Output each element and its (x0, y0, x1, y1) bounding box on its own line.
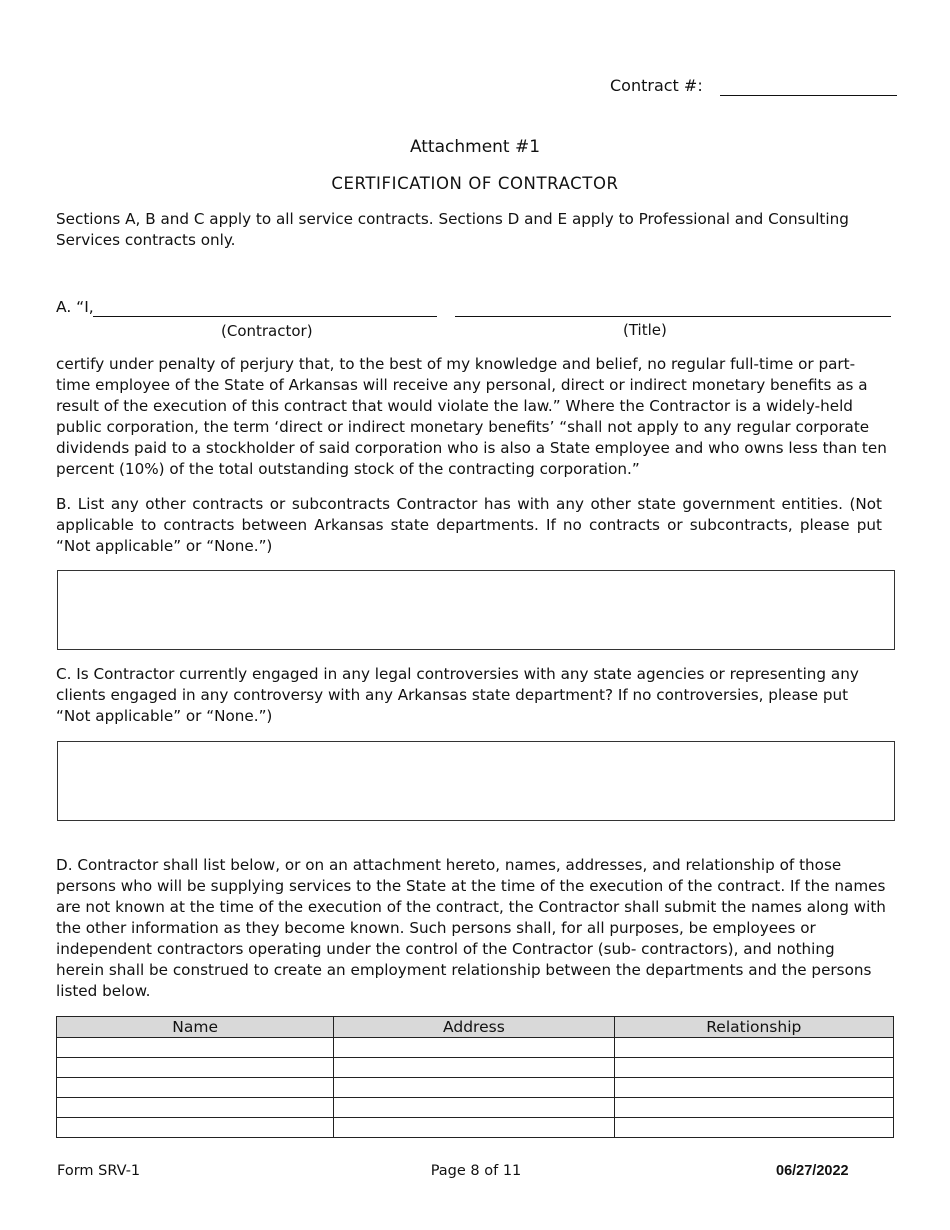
name-column-header: Name (57, 1017, 334, 1038)
section-b-text: B. List any other contracts or subcontracts Contractor has with any other state government entities. (Not applicable to contracts between Arkansas state departments. If no contracts or subcontracts, please put “Not applicable” or “None.”) (56, 495, 882, 555)
relationship-cell[interactable] (614, 1078, 893, 1098)
table-row (57, 1098, 894, 1118)
form-id: Form SRV-1 (57, 1163, 141, 1179)
address-cell[interactable] (334, 1038, 614, 1058)
relationship-cell[interactable] (614, 1118, 893, 1138)
relationship-cell[interactable] (614, 1038, 893, 1058)
form-date: 06/27/2022 (776, 1163, 849, 1179)
name-cell[interactable] (57, 1078, 334, 1098)
table-row (57, 1118, 894, 1138)
contract-number-label: Contract #: (610, 76, 703, 95)
title-caption: (Title) (623, 321, 667, 339)
name-cell[interactable] (57, 1058, 334, 1078)
section-c-text: C. Is Contractor currently engaged in any legal controversies with any state agencies or representing any clients engaged in any controversy with any Arkansas state department? If no controversies, please put “Not applicable” or “None.”) (56, 665, 859, 725)
contractor-name-field[interactable] (93, 316, 437, 317)
name-cell[interactable] (57, 1038, 334, 1058)
persons-table (56, 1016, 894, 1138)
name-cell[interactable] (57, 1098, 334, 1118)
address-column-header: Address (334, 1017, 614, 1038)
contract-number-field[interactable] (720, 95, 897, 96)
name-cell[interactable] (57, 1118, 334, 1138)
relationship-column-header: Relationship (614, 1017, 893, 1038)
table-row (57, 1058, 894, 1078)
address-cell[interactable] (334, 1058, 614, 1078)
section-c-answer-box[interactable] (57, 741, 895, 821)
address-cell[interactable] (334, 1078, 614, 1098)
table-header-row (57, 1017, 894, 1038)
relationship-cell[interactable] (614, 1098, 893, 1118)
page-number: Page 8 of 11 (430, 1163, 522, 1179)
section-b-answer-box[interactable] (57, 570, 895, 650)
intro-paragraph: Sections A, B and C apply to all service contracts. Sections D and E apply to Professional and Consulting Services contracts only. (56, 210, 849, 249)
section-a-text: certify under penalty of perjury that, to the best of my knowledge and belief, no regular full-time or part- time employee of the State of Arkansas will receive any personal, direct or indirect monetary benefits as a result of the execution of this contract that would violate the law.” Where the Contractor is a widely-held public corporation, the term ‘direct or indirect monetary benefits’ “shall not apply to any regular corporate dividends paid to a stockholder of said corporation who is also a State employee and who owns less than ten percent (10%) of the total outstanding stock of the contracting corporation.” (56, 355, 887, 478)
table-row (57, 1038, 894, 1058)
table-row (57, 1078, 894, 1098)
address-cell[interactable] (334, 1118, 614, 1138)
page-title: CERTIFICATION OF CONTRACTOR (331, 174, 619, 193)
section-d-text: D. Contractor shall list below, or on an attachment hereto, names, addresses, and relationship of those persons who will be supplying services to the State at the time of the execution of the contract. If the names are not known at the time of the execution of the contract, the Contractor shall submit the names along with the other information as they become known. Such persons shall, for all purposes, be employees or independent contractors operating under the control of the Contractor (sub- contractors), and nothing herein shall be construed to create an employment relationship between the departments and the persons listed below. (56, 856, 886, 1000)
contractor-title-field[interactable] (455, 316, 891, 317)
attachment-heading: Attachment #1 (409, 137, 541, 157)
relationship-cell[interactable] (614, 1058, 893, 1078)
section-a-prefix: A. “I, (56, 298, 94, 316)
contractor-caption: (Contractor) (221, 322, 313, 340)
address-cell[interactable] (334, 1098, 614, 1118)
